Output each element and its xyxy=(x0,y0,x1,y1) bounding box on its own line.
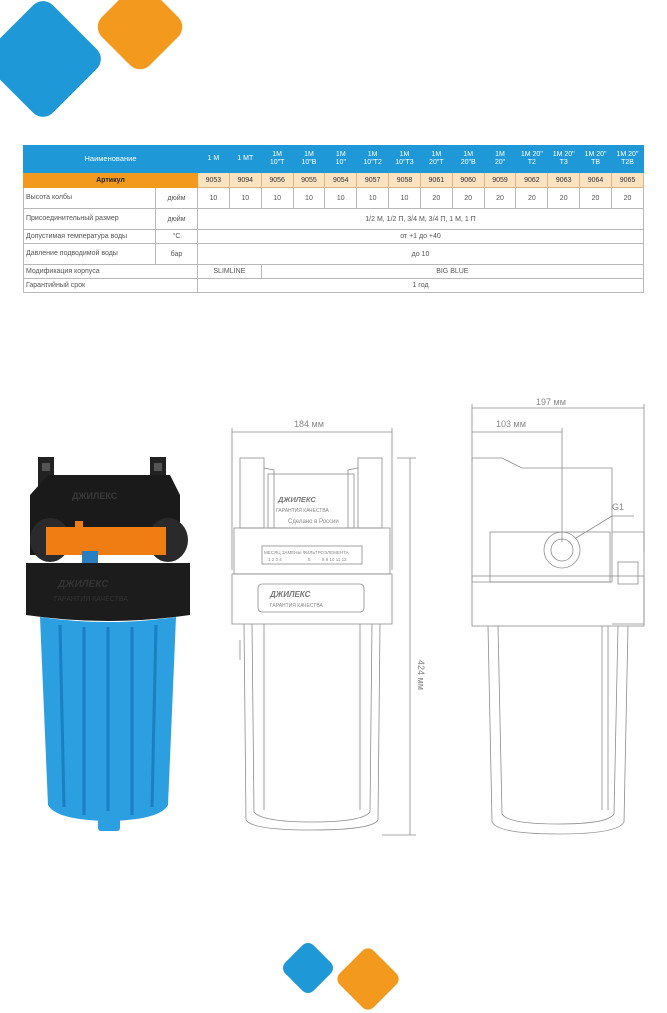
row-label: Допустимая температура воды xyxy=(24,230,156,244)
height-cell: 10 xyxy=(357,188,389,209)
temperature-value: от +1 до +40 xyxy=(198,230,644,244)
housing-row xyxy=(24,265,644,279)
photo-brand: ДЖИЛЕКС xyxy=(72,491,118,501)
row-unit: бар xyxy=(156,244,198,265)
model-col: 1M 20" T2 xyxy=(516,146,548,173)
drawing-replace-label: МЕСЯЦ ЗАМЕНЫ ФИЛЬТРОЭЛЕМЕНТА xyxy=(264,550,349,555)
table-header-row xyxy=(24,146,644,173)
housing-slimline: SLIMLINE xyxy=(198,265,262,279)
drawing-made-in: Сделано в России xyxy=(288,519,339,525)
row-unit: °C xyxy=(156,230,198,244)
model-col: 1M 20"B xyxy=(452,146,484,173)
article-cell: 9060 xyxy=(452,173,484,188)
header-name-label: Наименование xyxy=(24,146,198,173)
height-cell: 10 xyxy=(229,188,261,209)
housing-bigblue: BIG BLUE xyxy=(261,265,643,279)
article-cell: 9053 xyxy=(198,173,230,188)
height-cell: 20 xyxy=(516,188,548,209)
decor-diamond-orange-top xyxy=(92,0,188,75)
model-col: 1M 20" xyxy=(484,146,516,173)
height-cell: 20 xyxy=(452,188,484,209)
article-cell: 9065 xyxy=(611,173,643,188)
model-col: 1M 10"T3 xyxy=(389,146,421,173)
dim-width-side: 197 мм xyxy=(536,397,566,407)
dim-inlet-offset: 103 мм xyxy=(496,419,526,429)
height-row xyxy=(24,188,644,209)
dim-width-front: 184 мм xyxy=(294,419,324,429)
article-cell: 9057 xyxy=(357,173,389,188)
dim-thread: G1 xyxy=(612,502,625,512)
article-cell: 9063 xyxy=(548,173,580,188)
photo-brand-collar: ДЖИЛЕКС xyxy=(58,579,109,590)
model-col: 1M 20" T2B xyxy=(611,146,643,173)
article-cell: 9056 xyxy=(261,173,293,188)
height-cell: 20 xyxy=(611,188,643,209)
model-col: 1M 10"T2 xyxy=(357,146,389,173)
height-cell: 20 xyxy=(420,188,452,209)
drawing-brand-head: ДЖИЛЕКС xyxy=(278,495,316,504)
article-cell: 9058 xyxy=(389,173,421,188)
dim-height: 424 мм xyxy=(416,660,426,690)
model-col: 1M 20" T3 xyxy=(548,146,580,173)
row-label: Модификация корпуса xyxy=(24,265,198,279)
article-label: Артикул xyxy=(24,173,198,188)
drawing-brand-sub-head: ГАРАНТИЯ КАЧЕСТВА xyxy=(276,508,329,514)
model-col: 1M 10" xyxy=(325,146,357,173)
model-col: 1 M xyxy=(198,146,230,173)
height-cell: 20 xyxy=(548,188,580,209)
height-cell: 10 xyxy=(198,188,230,209)
model-col: 1M 20"T xyxy=(420,146,452,173)
row-unit: дюйм xyxy=(156,209,198,230)
pressure-row xyxy=(24,244,644,265)
connection-row xyxy=(24,209,644,230)
filter-photo xyxy=(20,455,200,835)
article-cell: 9062 xyxy=(516,173,548,188)
photo-brand-sub: ГАРАНТИЯ КАЧЕСТВА xyxy=(54,596,128,603)
article-row xyxy=(24,173,644,188)
height-cell: 10 xyxy=(293,188,325,209)
side-drawing xyxy=(462,392,658,842)
front-drawing xyxy=(222,410,426,840)
drawing-months-left: 1 2 3 4 xyxy=(268,557,282,562)
height-cell: 20 xyxy=(484,188,516,209)
warranty-row xyxy=(24,279,644,293)
row-label: Гарантийный срок xyxy=(24,279,198,293)
model-col: 1M 10"T xyxy=(261,146,293,173)
drawing-brand-sub-collar: ГАРАНТИЯ КАЧЕСТВА xyxy=(270,603,323,609)
height-cell: 10 xyxy=(261,188,293,209)
decor-diamond-blue-top xyxy=(0,0,107,123)
row-label: Давление подводимой воды xyxy=(24,244,156,265)
article-cell: 9059 xyxy=(484,173,516,188)
drawing-month-mid: 5 xyxy=(308,557,311,562)
decor-diamond-blue-bottom xyxy=(280,940,337,997)
height-cell: 10 xyxy=(325,188,357,209)
drawing-brand-collar: ДЖИЛЕКС xyxy=(270,590,311,599)
article-cell: 9061 xyxy=(420,173,452,188)
row-label: Присоединительный размер xyxy=(24,209,156,230)
spec-table xyxy=(23,145,644,293)
warranty-value: 1 год xyxy=(198,279,644,293)
row-label: Высота колбы xyxy=(24,188,156,209)
height-cell: 10 xyxy=(389,188,421,209)
model-col: 1M 20" TB xyxy=(580,146,612,173)
model-col: 1M 10"B xyxy=(293,146,325,173)
connection-value: 1/2 M, 1/2 П, 3/4 M, 3/4 П, 1 M, 1 П xyxy=(198,209,644,230)
row-unit: дюйм xyxy=(156,188,198,209)
temperature-row xyxy=(24,230,644,244)
article-cell: 9064 xyxy=(580,173,612,188)
drawing-months-right: 8 9 10 11 12 xyxy=(322,557,347,562)
article-cell: 9054 xyxy=(325,173,357,188)
article-cell: 9094 xyxy=(229,173,261,188)
pressure-value: до 10 xyxy=(198,244,644,265)
height-cell: 20 xyxy=(580,188,612,209)
model-col: 1 MT xyxy=(229,146,261,173)
article-cell: 9055 xyxy=(293,173,325,188)
decor-diamond-orange-bottom xyxy=(334,945,402,1013)
